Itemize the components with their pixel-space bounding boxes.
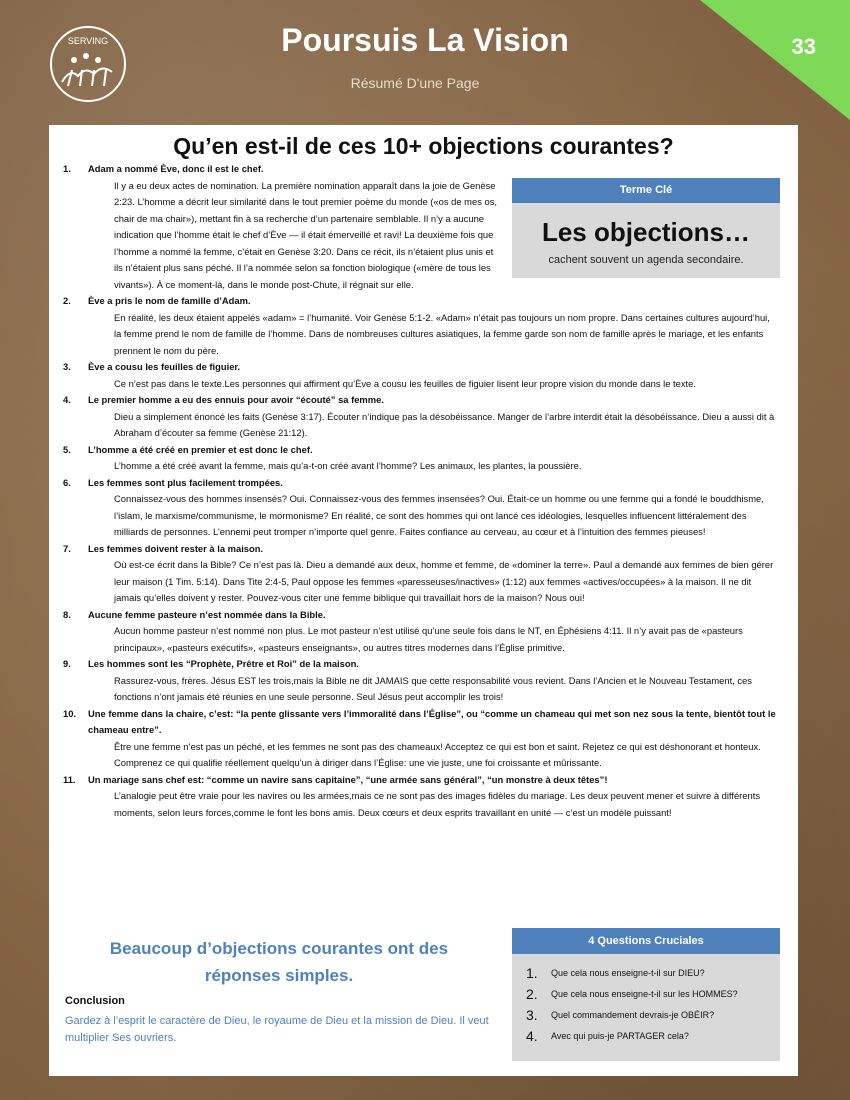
item-answer: Connaissez-vous des hommes insensés? Oui. Connaissez-vous des femmes insensées? Oui. Était-ce un homme ou une femme qui a fondé le bouddhisme, l’islam, le marxisme/communisme, le mormonisme? En réalité, ce sont des hommes qui ont lancé ces idéologies, lesquelles influencent littéralement des milliards de personnes. L’ennemi peut tromper n’importe quel genre. Faites confiance au cerveau, au cœur et à l’intuition des femmes pieuses! <box>114 493 764 537</box>
list-item <box>63 359 779 392</box>
item-question: Les hommes sont les “Prophète, Prêtre et Roi” de la maison. <box>88 658 359 669</box>
item-question: Adam a nommé Ève, donc il est le chef. <box>88 163 264 174</box>
conclusion-text: Gardez à l’esprit le caractère de Dieu, le royaume de Dieu et la mission de Dieu. Il veut multiplier Ses ouvriers. <box>65 1015 489 1044</box>
question-item <box>512 983 780 1004</box>
item-answer: L’homme a été créé avant la femme, mais qu’a-t-on créé avant l’homme? Les animaux, les plantes, la poussière. <box>114 460 582 471</box>
question-item <box>512 962 780 983</box>
question-text: Que cela nous enseigne-t-il sur les HOMMES? <box>551 988 738 999</box>
item-question: Ève a cousu les feuilles de figuier. <box>88 361 241 372</box>
crucial-questions-box <box>512 928 780 1061</box>
question-number: 3. <box>526 1006 538 1023</box>
key-term-word: Les objections… <box>541 217 751 247</box>
item-number: 3. <box>63 361 71 372</box>
item-answer: Où est-ce écrit dans la Bible? Ce n’est pas là. Dieu a demandé aux deux, homme et femme, de «dominer la terre». Paul a demandé aux femmes de bien gérer leur maison (1 Tim. 5:14). Dans Tite 2:4-5, Paul oppose les femmes «paresseuses/inactives» (1:12) aux femmes «actives/occupées» à la maison. Il ne dit jamais qu’elles doivent y rester. Pouvez-vous citer une femme biblique qui travaillait hors de la maison? Nous oui! <box>114 559 774 603</box>
item-question: Les femmes doivent rester à la maison. <box>88 542 264 554</box>
page-title: Poursuis La Vision <box>281 22 569 58</box>
list-item <box>63 442 779 475</box>
question-item <box>512 1025 780 1046</box>
list-item <box>63 541 779 607</box>
question-text: Avec qui puis-je PARTAGER cela? <box>551 1030 689 1041</box>
question-number: 4. <box>526 1027 538 1044</box>
item-answer: En réalité, les deux étaient appelés «adam» = l’humanité. Voir Genèse 5:1-2. «Adam» n’était pas toujours un nom propre. Dans certaines cultures aujourd’hui, la femme prend le nom de famille de l’homme. Dans de nombreuses cultures asiatiques, la femme garde son nom de famille après le mariage, et les enfants prennent le nom du père. <box>114 311 770 356</box>
logo-text: SERVING <box>67 36 109 46</box>
item-number: 10. <box>63 707 77 719</box>
corner-accent <box>700 0 850 120</box>
objections-list <box>63 161 779 821</box>
sheet-heading: Qu’en est-il de ces 10+ objections courantes? <box>173 133 674 159</box>
question-text: Que cela nous enseigne-t-il sur DIEU? <box>551 967 705 978</box>
item-answer: Ce n’est pas dans le texte.Les personnes qui affirment qu’Ève a cousu les feuilles de figuier lisent leur propre vision du monde dans le texte. <box>114 377 696 389</box>
list-item <box>63 161 779 293</box>
list-item <box>63 607 779 657</box>
item-answer: L’analogie peut être vraie pour les navires ou les armées,mais ce ne sont pas des images fidèles du mariage. Les deux peuvent mener et suivre à différents moments, selon leurs forces,comme le font les bons amis. Deux cœurs et deux esprits travaillant en unité — c’est un modèle puissant! <box>114 790 761 818</box>
conclusion-title: Conclusion <box>65 995 125 1007</box>
list-item <box>63 772 779 822</box>
item-number: 5. <box>63 443 71 455</box>
list-item <box>63 392 779 442</box>
item-question: Un mariage sans chef est: “comme un navire sans capitaine”, “une armée sans général”, “un monstre à deux têtes”! <box>88 773 608 785</box>
page-number: 33 <box>791 34 816 59</box>
page-subtitle: Résumé D'une Page <box>350 75 480 91</box>
questions-title: 4 Questions Cruciales <box>512 928 780 954</box>
list-item <box>63 706 779 772</box>
item-number: 4. <box>63 394 71 405</box>
item-question: Ève a pris le nom de famille d’Adam. <box>88 295 251 306</box>
item-question: L’homme a été créé en premier et est donc le chef. <box>88 443 313 455</box>
question-number: 2. <box>526 985 538 1002</box>
list-item <box>63 475 779 541</box>
key-term-note: cachent souvent un agenda secondaire. <box>548 254 744 266</box>
item-number: 8. <box>63 608 71 620</box>
question-number: 1. <box>526 964 538 981</box>
list-item <box>63 293 779 359</box>
item-number: 9. <box>63 658 71 669</box>
item-question: Une femme dans la chaire, c’est: “la pente glissante vers l’immoralité dans l’Église”, ou “comme un chameau qui met son nez sous la tente, bientôt tout le chameau entre”. <box>88 707 776 735</box>
item-answer: Rassurez-vous, frères. Jésus EST les trois,mais la Bible ne dit JAMAIS que cette responsabilité vous revient. Dans l’Ancien et le Nouveau Testament, ces fonctions n’ont jamais été réunies en une seule personne. Seul Jésus peut accomplir les trois! <box>114 674 752 702</box>
item-answer: Aucun homme pasteur n’est nommé non plus. Le mot pasteur n’est utilisé qu’une seule fois dans le NT, en Éphésiens 4:11. Il n’y avait pas de «pasteurs principaux», «pasteurs exécutifs», «pasteurs enseignants», ou autres titres modernes dans l’Église primitive. <box>114 625 743 653</box>
item-number: 11. <box>63 773 76 785</box>
content-sheet <box>49 125 798 1076</box>
item-answer: Être une femme n’est pas un péché, et les femmes ne sont pas des chameaux! Acceptez ce qui est bon et saint. Rejetez ce qui est déshonorant et honteux. Comprenez ce qui qualifie réellement quelqu’un à diriger dans l’Église: une vie juste, une foi croissante et mûrissante. <box>114 740 761 768</box>
item-answer: Dieu a simplement énoncé les faits (Genèse 3:17). Écouter n’indique pas la désobéissance. Manger de l’arbre interdit était la désobéissance. Dieu a aussi dit à Abraham d’écouter sa femme (Genèse 21:12). <box>114 410 775 438</box>
item-number: 2. <box>63 295 71 306</box>
list-item <box>63 656 779 706</box>
item-number: 7. <box>63 542 71 554</box>
item-answer: Il y a eu deux actes de nomination. La première nomination apparaît dans la joie de Genèse 2:23. L’homme a décrit leur similarité dans le tout premier poème du monde («os de mes os, chair de ma chair»), mettant fin à sa recherche d’un partenaire semblable. Il n’y a aucune indication que l’homme était le chef d’Ève — il était émerveillé et ravi! La deuxième fois que l’homme a nommé la femme, c’était en Genèse 3:20. Dans ce récit, ils n’étaient plus unis et ils n’étaient plus sans péché. Il l’a nommée selon sa fonction biologique («mère de tous les vivants»). À ce moment-là, dans le monde post-Chute, il régnait sur elle. <box>114 179 498 290</box>
pull-quote: Beaucoup d’objections courantes ont des réponses simples. <box>109 939 449 985</box>
question-item <box>512 1004 780 1025</box>
questions-list <box>512 954 780 1046</box>
item-number: 1. <box>63 163 71 174</box>
item-question: Aucune femme pasteure n’est nommée dans la Bible. <box>88 608 326 620</box>
question-text: Quel commandement devrais-je OBÉIR? <box>551 1009 715 1020</box>
key-term-label: Terme Clé <box>512 178 780 203</box>
item-question: Les femmes sont plus facilement trompées. <box>88 476 283 488</box>
item-question: Le premier homme a eu des ennuis pour avoir “écouté” sa femme. <box>88 394 384 405</box>
item-number: 6. <box>63 476 71 488</box>
